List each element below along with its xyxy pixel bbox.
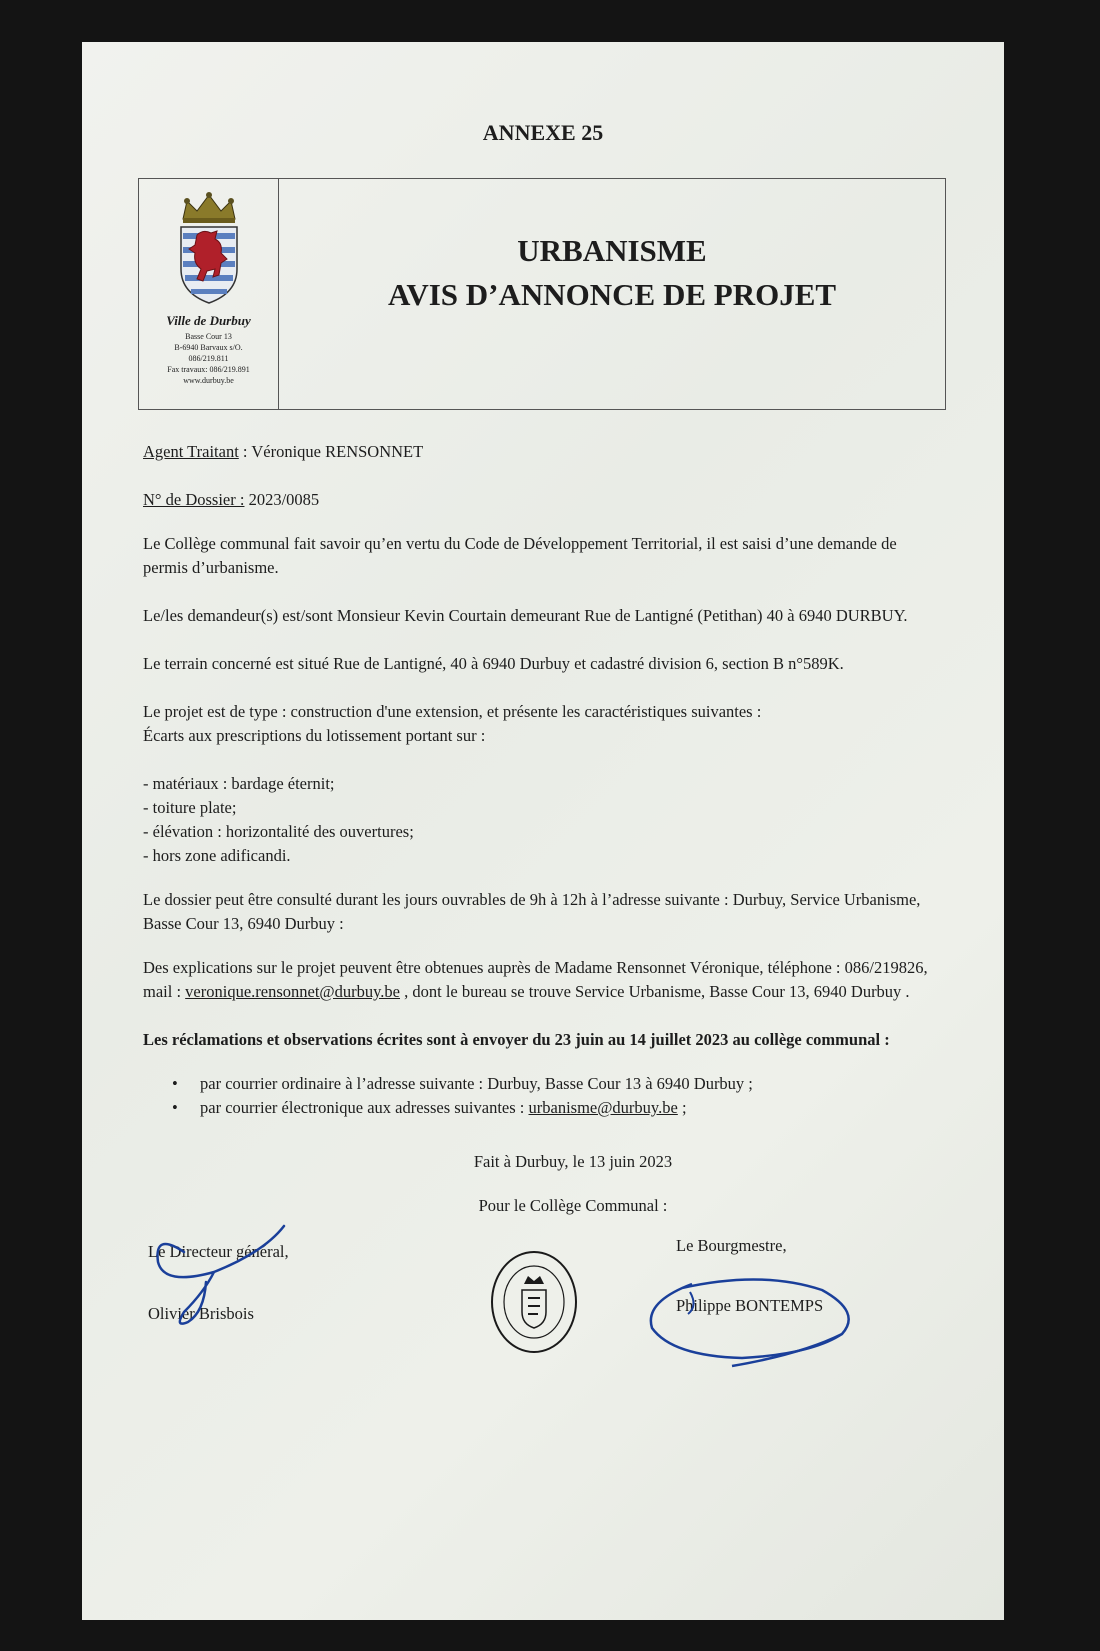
directeur-signature xyxy=(144,1212,294,1332)
explications-text: Des explications sur le projet peuvent être obtenues auprès de Madame Rensonnet Véronique, téléphone : 086/219826, xyxy=(143,958,928,977)
title-line-2: AVIS D’ANNONCE DE PROJET xyxy=(387,277,837,312)
logo-cell xyxy=(139,179,279,409)
urbanisme-email-link[interactable]: urbanisme@durbuy.be xyxy=(528,1098,678,1117)
coat-of-arms-icon xyxy=(177,189,241,307)
bullet-end: ; xyxy=(677,1098,687,1117)
list-item: - toiture plate; xyxy=(143,798,237,817)
directeur-name: Olivier Brisbois xyxy=(148,1304,254,1323)
agent-label: Agent Traitant xyxy=(143,442,239,461)
bullet-item: • par courrier ordinaire à l’adresse suivante : Durbuy, Basse Cour 13 à 6940 Durbuy ; xyxy=(172,1072,872,1096)
mail-label: mail : xyxy=(143,982,186,1001)
title-line-1: URBANISME xyxy=(517,233,707,268)
intro-paragraph: Le Collège communal fait savoir qu’en vertu du Code de Développement Territorial, il est saisi d’une demande de permis d’urbanisme. xyxy=(143,534,897,577)
bourgmestre-title: Le Bourgmestre, xyxy=(676,1236,787,1255)
projet-line-1: Le projet est de type : construction d'une extension, et présente les caractéristiques suivantes : xyxy=(143,702,762,721)
bourgmestre-name: Philippe BONTEMPS xyxy=(676,1296,824,1315)
commune-seal-icon xyxy=(486,1248,582,1356)
fait-a-durbuy: Fait à Durbuy, le 13 juin 2023 xyxy=(473,1152,673,1171)
website-line: www.durbuy.be xyxy=(183,376,234,385)
dossier-label: N° de Dossier : xyxy=(143,490,245,509)
list-item: - matériaux : bardage éternit; xyxy=(143,774,335,793)
phone-line: 086/219.811 xyxy=(188,354,229,363)
reclamations-heading: Les réclamations et observations écrites sont à envoyer du 23 juin au 14 juillet 2023 au collège communal : xyxy=(143,1030,890,1049)
explications-paragraph xyxy=(143,956,933,1004)
terrain-paragraph: Le terrain concerné est situé Rue de Lantigné, 40 à 6940 Durbuy et cadastré division 6, section B n°589K. xyxy=(143,654,844,673)
projet-line-2: Écarts aux prescriptions du lotissement portant sur : xyxy=(143,726,486,745)
items-list xyxy=(143,772,933,868)
title-cell xyxy=(279,179,945,409)
consult-paragraph: Le dossier peut être consulté durant les jours ouvrables de 9h à 12h à l’adresse suivante : Durbuy, Service Urbanisme, Basse Cour 13, 6940 Durbuy : xyxy=(143,890,921,933)
city-name: Ville de Durbuy xyxy=(166,313,251,328)
bureau-text: , dont le bureau se trouve Service Urbanisme, Basse Cour 13, 6940 Durbuy . xyxy=(400,982,910,1001)
fax-line: Fax travaux: 086/219.891 xyxy=(167,365,250,374)
demandeur-paragraph: Le/les demandeur(s) est/sont Monsieur Kevin Courtain demeurant Rue de Lantigné (Petithan) 40 à 6940 DURBUY. xyxy=(143,606,908,625)
agent-value: Véronique RENSONNET xyxy=(251,442,424,461)
address-line: Basse Cour 13 xyxy=(185,332,232,341)
header-box xyxy=(138,178,946,410)
directeur-title: Le Directeur général, xyxy=(148,1242,289,1261)
document-sheet xyxy=(82,42,1004,1620)
bullet-list xyxy=(172,1072,872,1120)
bourgmestre-signature xyxy=(642,1262,872,1372)
dossier-value: 2023/0085 xyxy=(244,490,320,509)
bullet-item xyxy=(172,1096,872,1120)
annexe-label: ANNEXE 25 xyxy=(482,120,604,145)
pour-le-college: Pour le Collège Communal : xyxy=(478,1196,668,1215)
list-item: - élévation : horizontalité des ouvertures; xyxy=(143,822,414,841)
email-link[interactable]: veronique.rensonnet@durbuy.be xyxy=(185,982,400,1001)
agent-line xyxy=(143,440,933,464)
bullet-text: par courrier électronique aux adresses suivantes : xyxy=(200,1098,529,1117)
postcode-line: B-6940 Barvaux s/O. xyxy=(174,343,243,352)
list-item: - hors zone adificandi. xyxy=(143,846,291,865)
agent-sep: : xyxy=(238,442,252,461)
dossier-line xyxy=(143,488,933,512)
